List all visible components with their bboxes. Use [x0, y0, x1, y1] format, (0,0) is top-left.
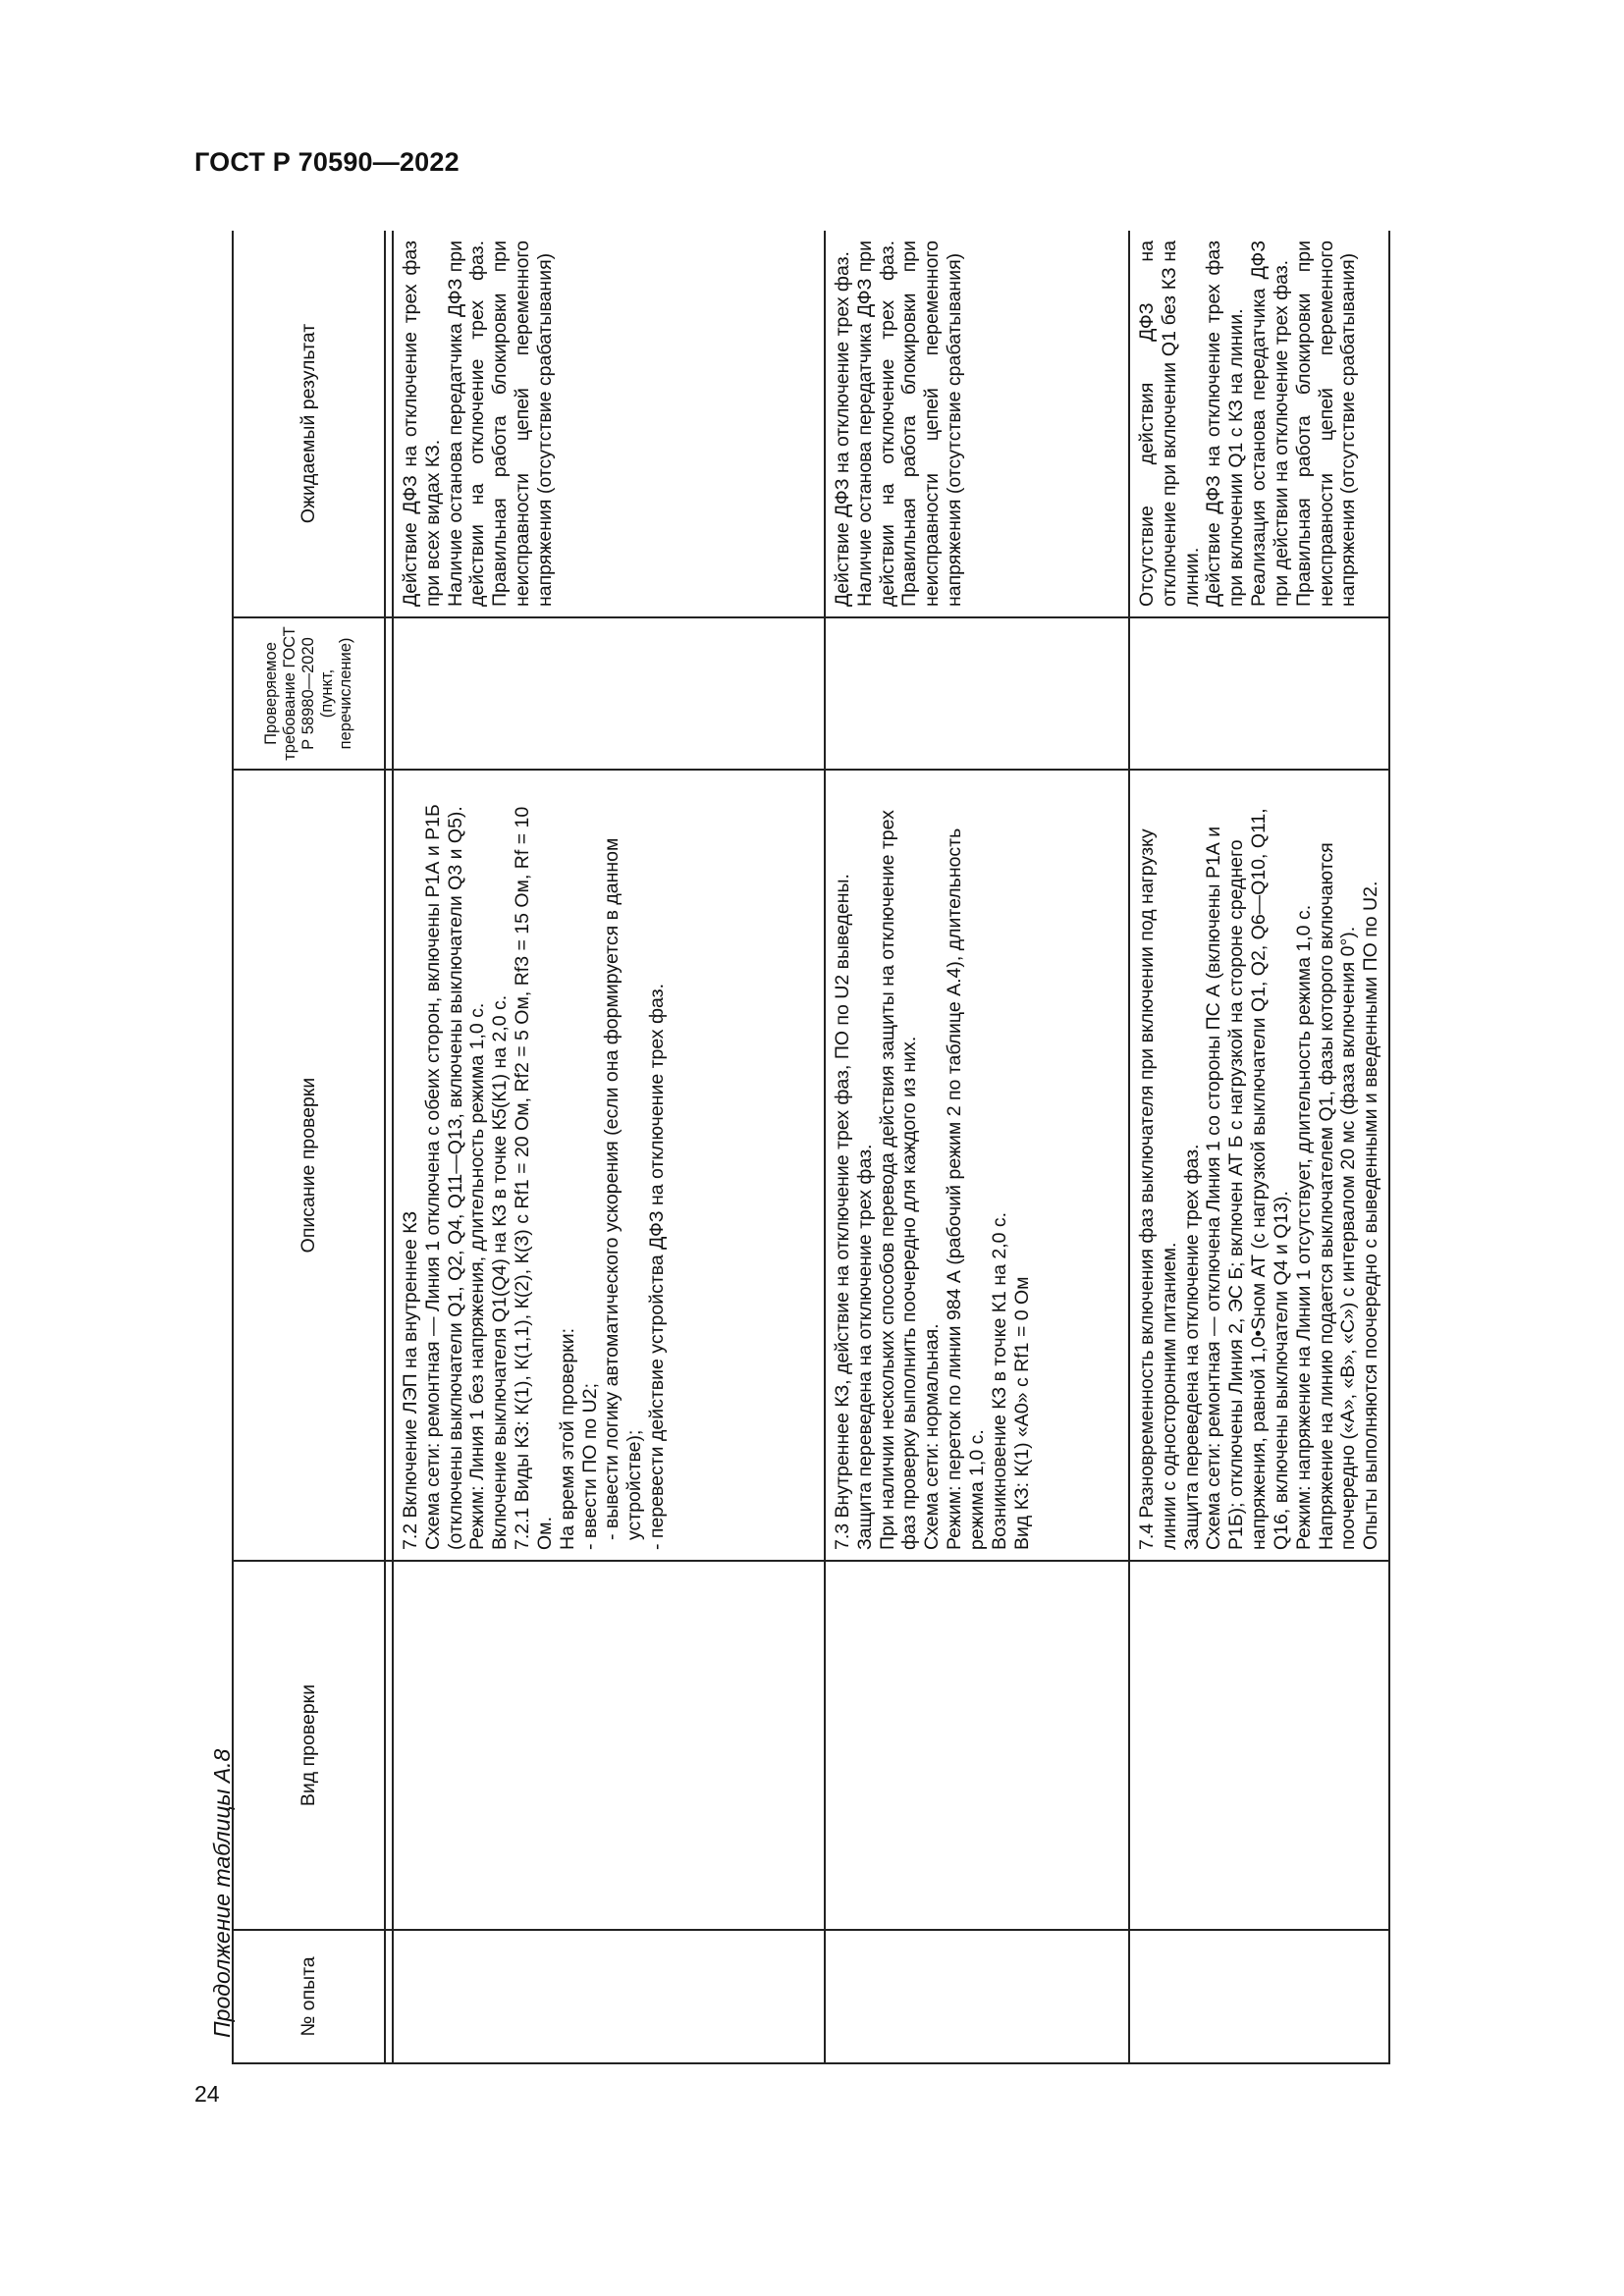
spacer-cell — [385, 617, 393, 770]
cell-requirement — [1129, 617, 1389, 770]
desc-line: Режим: напряжение на Линии 1 отсутствует, длительность режима 1,0 с. — [1292, 904, 1315, 1550]
cell-num — [1129, 1930, 1389, 2063]
header-num: № опыта — [233, 1930, 385, 2063]
result-line: Реализация останова передатчика ДФЗ при действии на отключение трех фаз. — [1248, 240, 1292, 607]
desc-line: - ввести ПО по U2; — [578, 1382, 601, 1550]
table-row — [393, 231, 825, 2063]
table-spacer-row — [385, 231, 393, 2063]
desc-line: Возникновение КЗ в точке К1 на 2,0 с. — [988, 1211, 1010, 1550]
desc-line: Защита переведена на отключение трех фаз. — [853, 1144, 876, 1550]
desc-line: Защита переведена на отключение трех фаз. — [1180, 1144, 1203, 1550]
desc-line: 7.4 Разновременность включения фаз выключателя при включении под нагрузку линии с односторонним питанием. — [1136, 828, 1180, 1550]
desc-line: На время этой проверки: — [556, 1327, 578, 1550]
desc-line: Напряжение на линию подается выключателем Q1, фазы которого включаются поочередно («А», «В», «С») с интервалом 20 мс (фаза включения 0°). — [1315, 842, 1360, 1550]
desc-line: 7.2.1 Виды КЗ: К(1), К(1,1), К(2), К(3) с Rf1 = 20 Ом, Rf2 = 5 Ом, Rf3 = 15 Ом, Rf = 10 Ом. — [512, 806, 556, 1550]
result-line: Правильная работа блокировки при неисправности цепей переменного напряжения (отсутствие срабатывания) — [1292, 240, 1360, 607]
cell-result — [393, 231, 825, 617]
desc-line: Включение выключателя Q1(Q4) на КЗ в точке К5(К1) на 2,0 с. — [489, 994, 512, 1550]
header-requirement: Проверяемое требование ГОСТ Р 58980—2020 (пункт, перечисление) — [233, 617, 385, 770]
result-line: Наличие останова передатчика ДФЗ при действии на отключение трех фаз. Правильная работа блокировки при неисправности цепей переменного напряжения (отсутствие срабатывания) — [444, 240, 556, 607]
cell-description — [393, 770, 825, 1561]
table-row — [1129, 231, 1389, 2063]
desc-line: При наличии нескольких способов перевода действия защиты на отключение трех фаз проверку выполнить поочередно для каждого из них. — [876, 810, 921, 1550]
page-number: 24 — [194, 2081, 220, 2107]
desc-line: 7.3 Внутреннее КЗ, действие на отключение трех фаз, ПО по U2 выведены. — [832, 874, 853, 1550]
desc-line: Схема сети: ремонтная — отключена Линия 1 со стороны ПС А (включены Р1А и Р1Б); отключены Линия 2, ЭС Б; включен АТ Б с нагрузкой на стороне среднего напряжения, равной 1,0•Sном АТ (с нагрузкой выключатели Q1, Q2, Q6—Q10, Q11, Q16, включены выключатели Q4 и Q13). — [1203, 808, 1292, 1550]
desc-line: Опыты выполняются поочередно с выведенными и введенными ПО по U2. — [1360, 881, 1382, 1550]
header-result: Ожидаемый результат — [233, 231, 385, 617]
spacer-cell — [385, 770, 393, 1561]
desc-line: Вид КЗ: К(1) «А0» с Rf1 = 0 Ом — [1010, 1276, 1033, 1550]
cell-kind — [825, 1561, 1129, 1930]
cell-num — [825, 1930, 1129, 2063]
result-line: Действие ДФЗ на отключение трех фаз при включении Q1 с КЗ на линии. — [1203, 240, 1248, 607]
table-header-row — [233, 231, 385, 2063]
spacer-cell — [385, 1930, 393, 2063]
result-line: Действие ДФЗ на отключение трех фаз. — [832, 251, 853, 607]
cell-kind — [1129, 1561, 1389, 1930]
header-description: Описание проверки — [233, 770, 385, 1561]
spacer-cell — [385, 231, 393, 617]
spacer-cell — [385, 1561, 393, 1930]
desc-line: Схема сети: ремонтная — Линия 1 отключена с обеих сторон, включены Р1А и Р1Б (отключены выключатели Q1, Q2, Q4, Q11—Q13, включены выключатели Q3 и Q5). — [421, 804, 466, 1550]
header-kind: Вид проверки — [233, 1561, 385, 1930]
cell-result — [1129, 231, 1389, 617]
desc-line: Режим: переток по линии 984 А (рабочий режим 2 по таблице А.4), длительность режима 1,0 с. — [944, 828, 988, 1550]
cell-result — [825, 231, 1129, 617]
desc-line: Режим: Линия 1 без напряжения, длительность режима 1,0 с. — [466, 1002, 489, 1550]
document-header: ГОСТ Р 70590—2022 — [194, 147, 460, 177]
cell-description — [825, 770, 1129, 1561]
desc-line: - перевести действие устройства ДФЗ на отключение трех фаз. — [645, 984, 668, 1550]
cell-requirement — [825, 617, 1129, 770]
desc-line: 7.2 Включение ЛЭП на внутреннее КЗ — [400, 1210, 421, 1550]
result-line: Отсутствие действия ДФЗ на отключение при включении Q1 без КЗ на линии. — [1136, 240, 1203, 607]
cell-kind — [393, 1561, 825, 1930]
cell-requirement — [393, 617, 825, 770]
cell-description — [1129, 770, 1389, 1561]
rotated-table-container — [232, 231, 1500, 2064]
desc-line: - вывести логику автоматического ускорения (если она формируется в данном устройстве); — [601, 837, 646, 1540]
table-row — [825, 231, 1129, 2063]
table-viewport — [232, 231, 1500, 2064]
table-caption: Продолжение таблицы А.8 — [209, 1748, 235, 2038]
cell-num — [393, 1930, 825, 2063]
result-line: Наличие останова передатчика ДФЗ при действии на отключение трех фаз. Правильная работа блокировки при неисправности цепей переменного напряжения (отсутствие срабатывания) — [853, 240, 966, 607]
result-line: Действие ДФЗ на отключение трех фаз при всех видах КЗ. — [400, 240, 444, 607]
test-table — [232, 231, 1390, 2064]
desc-line: Схема сети: нормальная. — [921, 1323, 944, 1550]
